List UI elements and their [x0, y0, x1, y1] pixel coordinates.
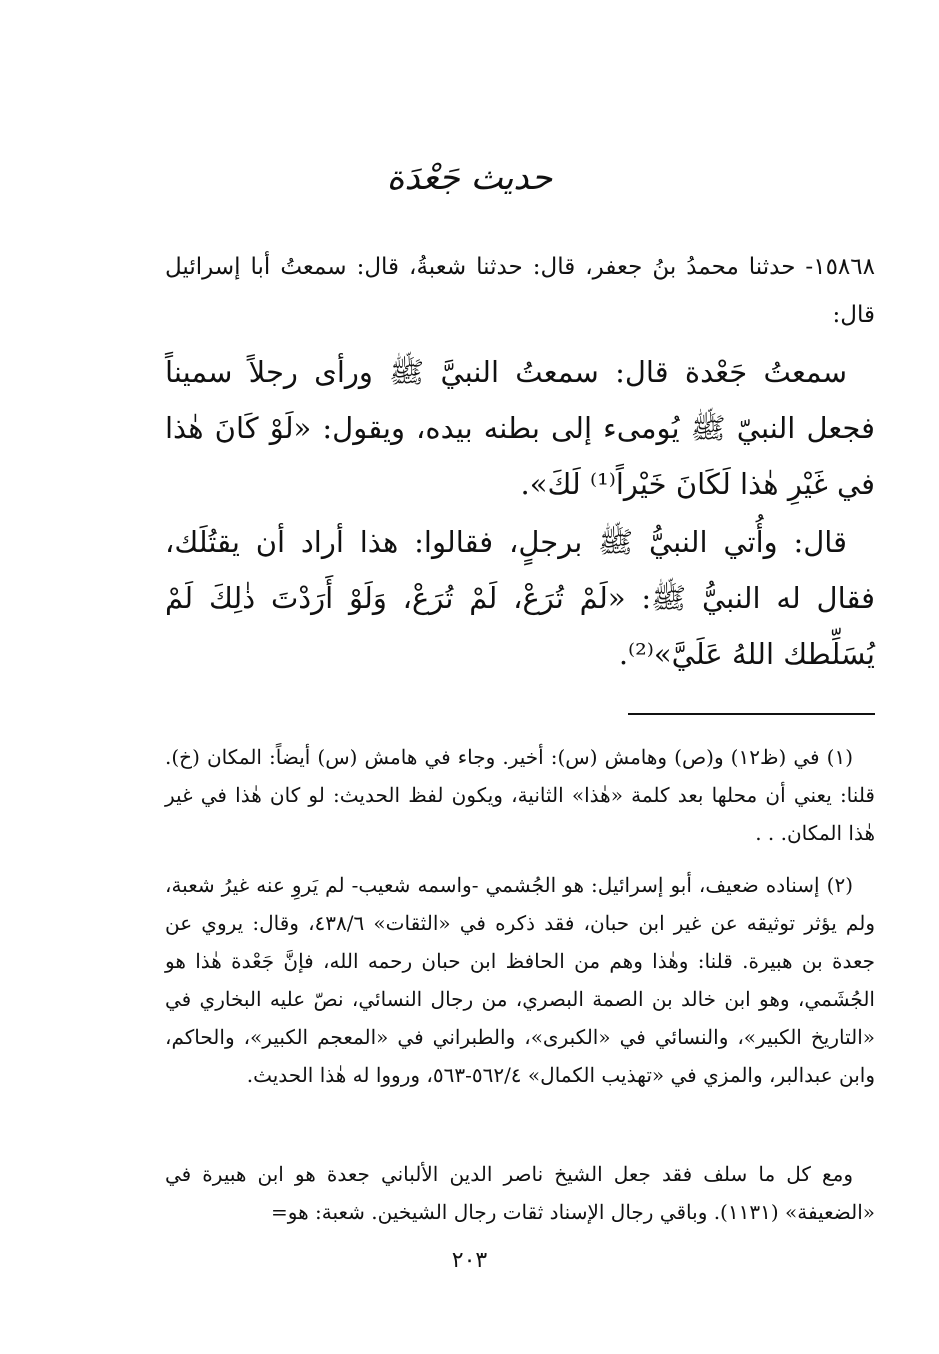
- footnote-2: (٢) إسناده ضعيف، أبو إسرائيل: هو الجُشمي -واسمه شعيب- لم يَروِ عنه غيرُ شعبة، ولم يؤثر توثيقه عن غير ابن حبان، فقد ذكره في «الثقات» ٤٣٨/٦، وقال: يروي عن جعدة بن هبيرة. قلنا: وهٰذا وهم من الحافظ ابن حبان رحمه الله، فإنَّ جَعْدة هٰذا هو الجُشَمي، وهو ابن خالد بن الصمة البصري، من رجال النسائي، نصّ عليه البخاري في «التاريخ الكبير»، والنسائي في «الكبرى»، والطبراني في «المعجم الكبير»، والحاكم، وابن عبدالبر، والمزي في «تهذيب الكمال» ٥٦٢/٤-٥٦٣، ورووا له هٰذا الحديث.: [165, 873, 876, 1087]
- page-number: ٢٠٣: [451, 1248, 488, 1273]
- footnote-2-continuation: ومع كل ما سلف فقد جعل الشيخ ناصر الدين الألباني جعدة هو ابن هبيرة في «الضعيفة» (١١٣١). وباقي رجال الإسناد ثقات رجال الشيخين. شعبة: هو=: [165, 1162, 875, 1224]
- chapter-title: حديث جَعْدَة: [386, 158, 553, 198]
- hadith-text-paragraph-2: قال: وأُتي النبيُّ ﷺ برجلٍ، فقالوا: هذا أراد أن يقتُلَك، فقال له النبيُّ ﷺ: «لَمْ تُرَعْ، لَمْ تُرَعْ، وَلَوْ أَرَدْتَ ذٰلِكَ لَمْ يُسَلِّطك اللهُ عَلَيَّ»⁽²⁾.: [165, 525, 875, 671]
- footnote-divider: [628, 713, 875, 715]
- hadith-isnad: ١٥٨٦٨- حدثنا محمدُ بنُ جعفر، قال: حدثنا شعبةُ، قال: سمعتُ أبا إسرائيل قال:: [165, 254, 875, 328]
- hadith-text-paragraph-1: سمعتُ جَعْدة قال: سمعتُ النبيَّ ﷺ ورأى رجلاً سميناً فجعل النبيّ ﷺ يُومىء إلى بطنه بيده، ويقول: «لَوْ كَانَ هٰذا في غَيْرِ هٰذا لَكَانَ خَيْراً⁽¹⁾ لَكَ».: [165, 355, 875, 501]
- footnote-1: (١) في (ظ١٢) و(ص) وهامش (س): أخير. وجاء في هامش (س) أيضاً: المكان (خ). قلنا: يعني أن محلها بعد كلمة «هٰذا» الثانية، ويكون لفظ الحديث: لو كان هٰذا في غير هٰذا المكان. . .: [165, 745, 875, 845]
